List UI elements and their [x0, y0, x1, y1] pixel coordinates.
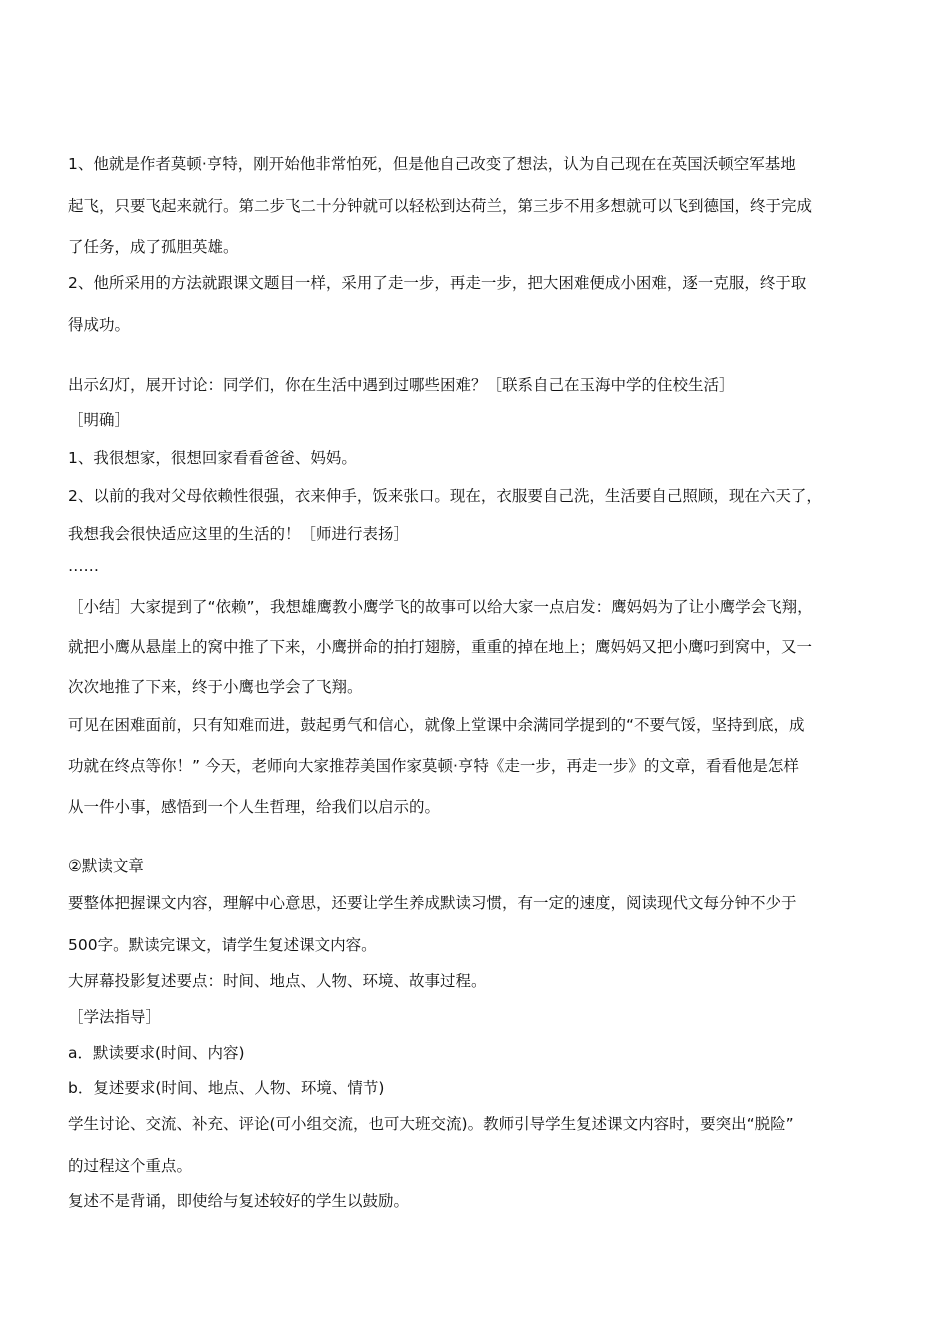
- text-line: 就把小鹰从悬崖上的窝中推了下来，小鹰拼命的拍打翅膀，重重的掉在地上；鹰妈妈又把小鹰叼到窝中，又一: [68, 638, 813, 656]
- text-line: 次次地推了下来，终于小鹰也学会了飞翔。: [68, 678, 363, 696]
- text-line: 复述不是背诵，即使给与复述较好的学生以鼓励。: [68, 1192, 410, 1210]
- text-line: 500字。默读完课文，请学生复述课文内容。: [68, 936, 377, 954]
- text-line: 功就在终点等你！” 今天，老师向大家推荐美国作家莫顿·亨特《走一步，再走一步》的文章，看看他是怎样: [68, 757, 799, 775]
- text-line: a．默读要求(时间、内容): [68, 1044, 245, 1062]
- section-heading: ②默读文章: [68, 857, 144, 875]
- text-line: 起飞，只要飞起来就行。第二步飞二十分钟就可以轻松到达荷兰，第三步不用多想就可以飞到德国，终于完成: [68, 197, 813, 215]
- text-line: 我想我会很快适应这里的生活的！［师进行表扬］: [68, 525, 410, 543]
- text-line: 2、他所采用的方法就跟课文题目一样，采用了走一步，再走一步，把大困难便成小困难，逐一克服，终于取: [68, 274, 807, 292]
- text-line: 的过程这个重点。: [68, 1157, 193, 1175]
- text-line: 出示幻灯，展开讨论：同学们，你在生活中遇到过哪些困难？［联系自己在玉海中学的住校生活］: [68, 376, 735, 394]
- text-line: 从一件小事，感悟到一个人生哲理，给我们以启示的。: [68, 798, 441, 816]
- text-line: ［明确］: [68, 411, 131, 429]
- text-line: ［小结］大家提到了“依赖”，我想雄鹰教小鹰学飞的故事可以给大家一点启发：鹰妈妈为了让小鹰学会飞翔，: [68, 598, 813, 616]
- text-line: 1、他就是作者莫顿·亨特，刚开始他非常怕死，但是他自己改变了想法，认为自己现在在英国沃顿空军基地: [68, 155, 796, 173]
- text-line: 了任务，成了孤胆英雄。: [68, 238, 239, 256]
- text-line: 大屏幕投影复述要点：时间、地点、人物、环境、故事过程。: [68, 972, 487, 990]
- text-line: ……: [68, 557, 99, 575]
- text-line: 2、以前的我对父母依赖性很强，衣来伸手，饭来张口。现在，衣服要自己洗，生活要自己照顾，现在六天了，: [68, 487, 822, 505]
- text-line: 1、我很想家，很想回家看看爸爸、妈妈。: [68, 449, 357, 467]
- text-line: 得成功。: [68, 316, 131, 334]
- text-line: 要整体把握课文内容，理解中心意思，还要让学生养成默读习惯，有一定的速度，阅读现代文每分钟不少于: [68, 894, 797, 912]
- text-line: 可见在困难面前，只有知难而进，鼓起勇气和信心，就像上堂课中余满同学提到的“不要气馁，坚持到底，成: [68, 716, 805, 734]
- text-line: b．复述要求(时间、地点、人物、环境、情节): [68, 1079, 385, 1097]
- text-line: ［学法指导］: [68, 1008, 162, 1026]
- text-line: 学生讨论、交流、补充、评论(可小组交流，也可大班交流)。教师引导学生复述课文内容时，要突出“脱险”: [68, 1115, 794, 1133]
